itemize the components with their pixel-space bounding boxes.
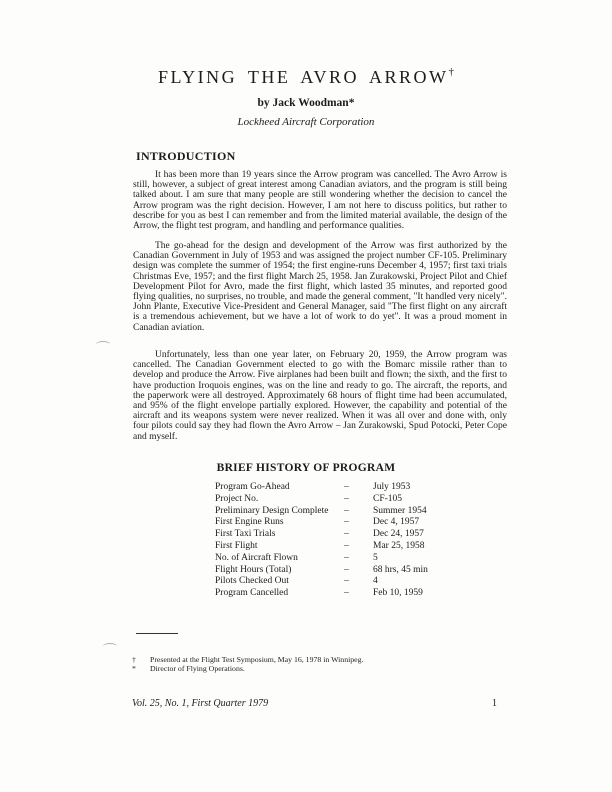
history-dash: – bbox=[344, 564, 349, 575]
footnote-1 bbox=[132, 655, 363, 664]
affiliation: Lockheed Aircraft Corporation bbox=[237, 116, 375, 128]
article-title bbox=[0, 66, 612, 88]
history-value: Dec 4, 1957 bbox=[373, 517, 420, 528]
history-value: CF-105 bbox=[373, 493, 403, 504]
journal-reference: Vol. 25, No. 1, First Quarter 1979 bbox=[132, 698, 269, 709]
margin-mark bbox=[103, 643, 117, 650]
history-heading: BRIEF HISTORY OF PROGRAM bbox=[216, 462, 396, 474]
article-title-text: FLYING THE AVRO ARROW bbox=[157, 67, 449, 87]
history-label: Preliminary Design Complete bbox=[215, 505, 329, 516]
history-label: Program Go-Ahead bbox=[215, 482, 290, 492]
history-value: Summer 1954 bbox=[373, 505, 427, 516]
footnote-text: Presented at the Flight Test Symposium, May 16, 1978 in Winnipeg. bbox=[150, 655, 364, 664]
page-number: 1 bbox=[492, 698, 497, 709]
history-dash: – bbox=[344, 482, 349, 492]
history-value: Dec 24, 1957 bbox=[373, 529, 424, 540]
history-label: Flight Hours (Total) bbox=[215, 564, 292, 575]
footnote-mark: † bbox=[132, 655, 136, 664]
history-dash: – bbox=[344, 493, 349, 504]
history-value: Feb 10, 1959 bbox=[373, 588, 423, 599]
history-row bbox=[215, 494, 428, 506]
history-dash: – bbox=[344, 576, 349, 587]
footnote-divider bbox=[136, 633, 178, 634]
title-footnote-mark: † bbox=[448, 66, 455, 78]
history-row bbox=[215, 565, 428, 577]
history-table bbox=[215, 482, 428, 600]
history-row bbox=[215, 482, 428, 494]
introduction-heading: INTRODUCTION bbox=[136, 149, 236, 163]
history-dash: – bbox=[344, 588, 349, 599]
footnote-2 bbox=[132, 664, 245, 673]
history-row bbox=[215, 541, 428, 553]
history-value: 5 bbox=[373, 552, 378, 563]
history-label: Pilots Checked Out bbox=[215, 576, 289, 587]
history-row bbox=[215, 588, 428, 600]
history-dash: – bbox=[344, 540, 349, 551]
history-row bbox=[215, 553, 428, 565]
history-row bbox=[215, 517, 428, 529]
history-value: 68 hrs, 45 min bbox=[373, 564, 428, 575]
history-label: Project No. bbox=[215, 493, 259, 504]
margin-mark bbox=[96, 341, 110, 348]
history-value: 4 bbox=[373, 576, 378, 587]
history-label: First Taxi Trials bbox=[215, 529, 276, 540]
history-dash: – bbox=[344, 552, 349, 563]
history-label: No. of Aircraft Flown bbox=[215, 552, 298, 563]
intro-paragraph-1: It has been more than 19 years since the Arrow program was cancelled. The Avro Arrow is still, however, a subject of great interest among Canadian aviators, and the program is still being talked about. I am sure that many people are still wondering whether the decision to cancel the Arrow program was the right decision. However, I am not here to discuss politics, but rather to describe for you as best I can remember and from the limited material available, the design of the Arrow, the flight test program, and handling and performance qualities. bbox=[133, 170, 507, 232]
footnote-text: Director of Flying Operations. bbox=[150, 664, 245, 673]
history-dash: – bbox=[344, 505, 349, 516]
footnote-mark: * bbox=[132, 664, 136, 673]
history-value: July 1953 bbox=[373, 482, 411, 492]
history-row bbox=[215, 506, 428, 518]
history-label: Program Cancelled bbox=[215, 588, 289, 599]
history-row bbox=[215, 529, 428, 541]
history-value: Mar 25, 1958 bbox=[373, 540, 425, 551]
intro-paragraph-2: The go-ahead for the design and development of the Arrow was first authorized by the Canadian Government in July of 1953 and was assigned the project number CF-105. Preliminary design was complete the summer of 1954; the first engine-runs December 4, 1957; first taxi trials Christmas Eve, 1957; and the first flight March 25, 1958. Jan Zurakowski, Project Pilot and Chief Development Pilot for Avro, made the first flight, which lasted 35 minutes, and reported good flying qualities, no surprises, no trouble, and made the general comment, "It handled very nicely". John Plante, Executive Vice-President and General Manager, said "The first flight on any aircraft is a tremendous achievement, but we have a lot of work to do yet". It was a proud moment in Canadian aviation. bbox=[133, 241, 507, 333]
history-label: First Engine Runs bbox=[215, 517, 284, 528]
history-row bbox=[215, 576, 428, 588]
history-dash: – bbox=[344, 517, 349, 528]
history-dash: – bbox=[344, 529, 349, 540]
author-line: by Jack Woodman* bbox=[257, 97, 355, 109]
history-label: First Flight bbox=[215, 540, 258, 551]
intro-paragraph-3: Unfortunately, less than one year later, on February 20, 1959, the Arrow program was cancelled. The Canadian Government elected to go with the Bomarc missile rather than to develop and produce the Arrow. Five airplanes had been built and flown; the sixth, and the first to have production Iroquois engines, was on the line and ready to go. The aircraft, the reports, and the paperwork were all destroyed. Approximately 68 hours of flight time had been accumulated, and 95% of the flight envelope partially explored. However, the capability and potential of the aircraft and its weapons system were never realized. When it was all over and done with, only four pilots could say they had flown the Avro Arrow – Jan Zurakowski, Spud Potocki, Peter Cope and myself. bbox=[133, 350, 507, 442]
